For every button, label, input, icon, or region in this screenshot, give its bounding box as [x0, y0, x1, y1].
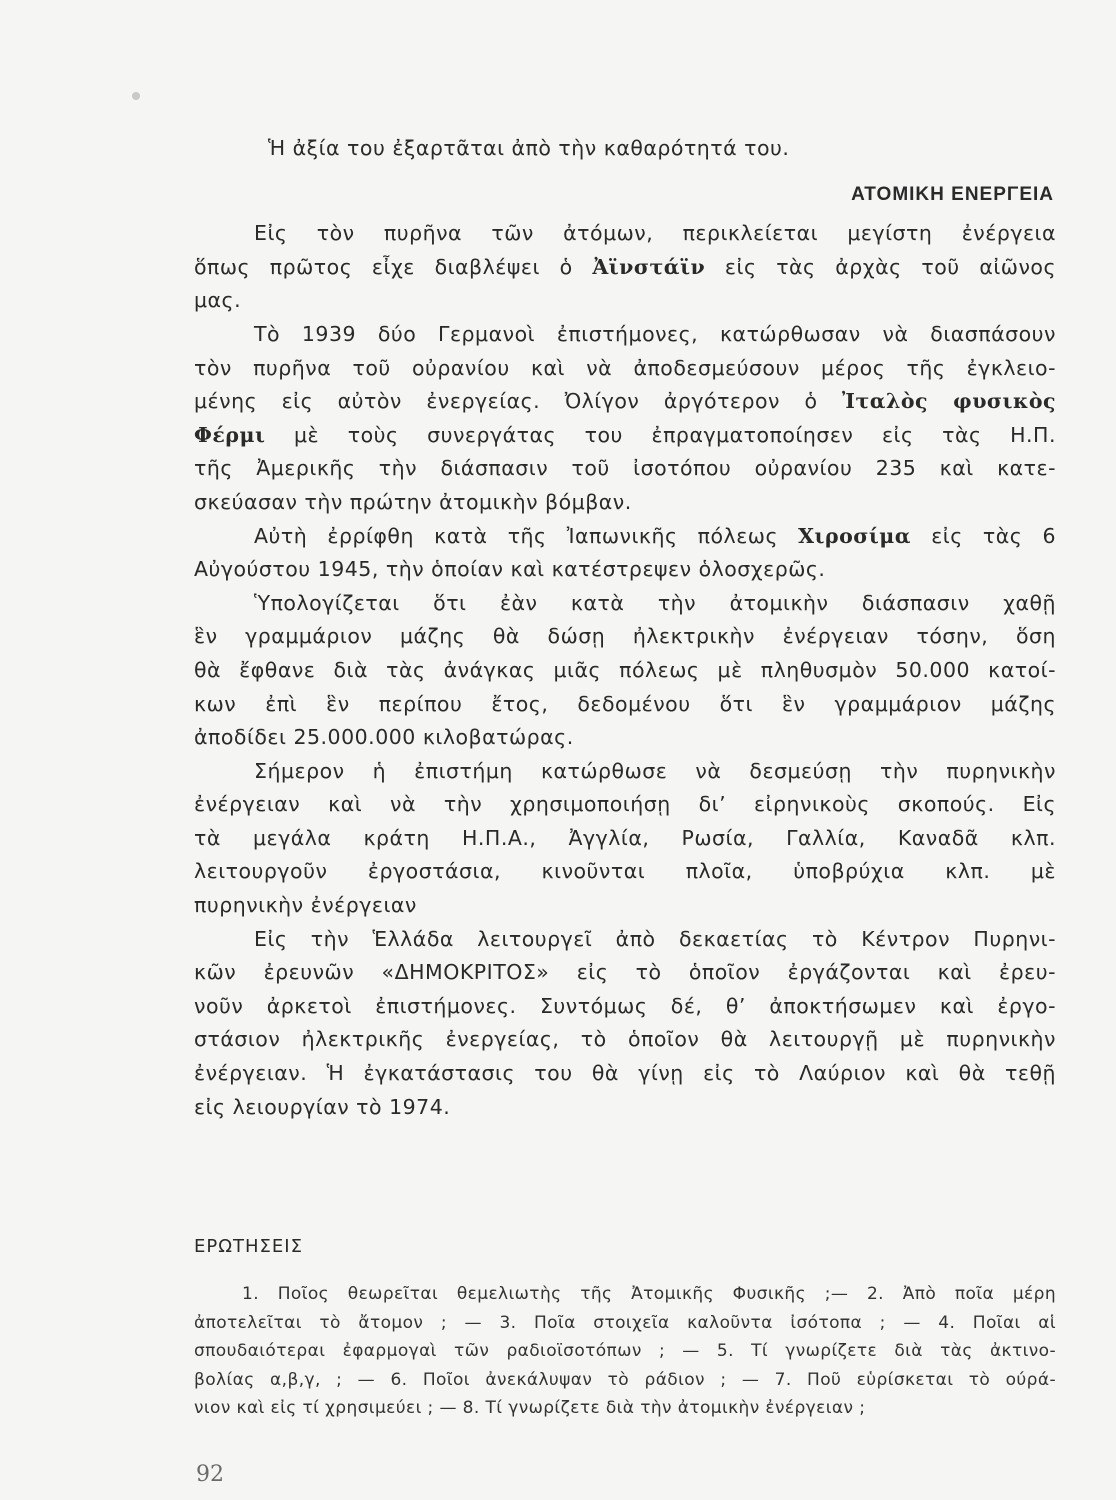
question-line: ἀποτελεῖται τὸ ἄτομον ; — 3. Ποῖα στοιχεῖα καλοῦντα ἰσότοπα ; — 4. Ποῖαι αἱ [194, 1312, 1056, 1333]
paragraph-6 [194, 923, 1056, 1125]
question-line: σπουδαιότεραι ἐφαρμογαὶ τῶν ραδιοϊσοτόπων ; — 5. Τί γνωρίζετε διὰ τὰς ἀκτινο- [194, 1341, 1056, 1361]
text-line: σκεύασαν τὴν πρώτην ἀτομικὴν βόμβαν. [194, 489, 632, 514]
text-line: Εἰς τὸν πυρῆνα τῶν ἀτόμων, περικλείεται μεγίστη ἐνέργεια [254, 221, 1056, 246]
text-line: τῆς Ἀμερικῆς τὴν διάσπασιν τοῦ ἰσοτόπου οὐρανίου 235 καὶ κατε- [194, 456, 1056, 481]
text-line: Αὐτὴ ἐρρίφθη κατὰ τῆς Ἰαπωνικῆς πόλεως Χιροσίμα εἰς τὰς 6 [254, 523, 1056, 548]
bold-italian-physicist: Ἰταλὸς φυσικὸς [842, 389, 1056, 414]
text-line: ἓν γραμμάριον μάζης θὰ δώσῃ ἠλεκτρικὴν ἐνέργειαν τόσην, ὅση [194, 624, 1056, 649]
page-number: 92 [196, 1462, 224, 1487]
paragraph-2 [194, 318, 1056, 520]
question-line: νιον καὶ εἰς τί χρησιμεύει ; — 8. Τί γνωρίζετε διὰ τὴν ἀτομικὴν ἐνέργειαν ; [194, 1398, 866, 1418]
question-line: 1. Ποῖος θεωρεῖται θεμελιωτὴς τῆς Ἀτομικῆς Φυσικῆς ;— 2. Ἀπὸ ποῖα μέρη [242, 1284, 1056, 1304]
text-line: Σήμερον ἡ ἐπιστήμη κατώρθωσε νὰ δεσμεύσῃ τὴν πυρηνικὴν [254, 758, 1056, 783]
text-line: κῶν ἐρευνῶν «ΔΗΜΟΚΡΙΤΟΣ» εἰς τὸ ὁποῖον ἐργάζονται καὶ ἐρευ- [194, 960, 1056, 985]
paragraph-1 [194, 217, 1056, 318]
question-line: βολίας α,β,γ, ; — 6. Ποῖοι ἀνεκάλυψαν τὸ ράδιον ; — 7. Ποῦ εὑρίσκεται τὸ ούρά- [194, 1369, 1056, 1390]
paragraph-4 [194, 587, 1056, 755]
text-line: ἐνέργειαν. Ἡ ἐγκατάστασις του θὰ γίνῃ εἰς τὸ Λαύριον καὶ θὰ τεθῇ [194, 1061, 1056, 1086]
text-line: μένης εἰς αὐτὸν ἐνεργείας. Ὀλίγον ἀργότερον ὁ Ἰταλὸς φυσικὸς [194, 389, 1056, 414]
paragraph-3 [194, 520, 1056, 587]
text-line: Τὸ 1939 δύο Γερμανοὶ ἐπιστήμονες, κατώρθωσαν νὰ διασπάσουν [254, 321, 1056, 346]
text-line: τὰ μεγάλα κράτη Η.Π.Α., Ἀγγλία, Ρωσία, Γαλλία, Καναδᾶ κλπ. [194, 825, 1056, 850]
text-line: μας. [194, 288, 242, 313]
section-heading: ΑΤΟΜΙΚΗ ΕΝΕΡΓΕΙΑ [851, 183, 1054, 205]
text-line: στάσιον ἠλεκτρικῆς ἐνεργείας, τὸ ὁποῖον θὰ λειτουργῇ μὲ πυρηνικὴν [194, 1027, 1056, 1052]
paragraph-5 [194, 755, 1056, 923]
text-line: Φέρμι μὲ τοὺς συνεργάτας του ἐπραγματοποίησεν εἰς τὰς Η.Π. [194, 422, 1056, 447]
text-line: εἰς λειουργίαν τὸ 1974. [194, 1094, 451, 1119]
text-line: ἐνέργειαν καὶ νὰ τὴν χρησιμοποιήσῃ δι’ εἰρηνικοὺς σκοπούς. Εἰς [194, 792, 1056, 817]
text-line: λειτουργοῦν ἐργοστάσια, κινοῦνται πλοῖα, ὑποβρύχια κλπ. μὲ [194, 859, 1056, 884]
margin-dot [132, 92, 140, 100]
main-text [194, 132, 1056, 1124]
text-line: Αὐγούστου 1945, τὴν ὁποίαν καὶ κατέστρεψεν ὁλοσχερῶς. [194, 557, 826, 582]
text-line: Ὑπολογίζεται ὅτι ἐὰν κατὰ τὴν ἀτομικὴν διάσπασιν χαθῇ [254, 590, 1056, 615]
bold-name-fermi: Φέρμι [194, 422, 266, 447]
bold-name-einstein: Ἀϊνστάϊν [592, 254, 706, 279]
text-line: κων ἐπὶ ἓν περίπου ἔτος, δεδομένου ὅτι ἓν γραμμάριον μάζης [194, 691, 1056, 716]
text-line: θὰ ἔφθανε διὰ τὰς ἀνάγκας μιᾶς πόλεως μὲ πληθυσμὸν 50.000 κατοί- [194, 657, 1056, 682]
text-line: τὸν πυρῆνα τοῦ οὐρανίου καὶ νὰ ἀποδεσμεύσουν μέρος τῆς ἐγκλειο- [194, 355, 1056, 380]
text-line: ὅπως πρῶτος εἶχε διαβλέψει ὁ Ἀϊνστάϊν εἰς τὰς ἀρχὰς τοῦ αἰῶνος [194, 254, 1056, 279]
text-line: ἀποδίδει 25.000.000 κιλοβατώρας. [194, 725, 574, 750]
bold-name-hiroshima: Χιροσίμα [798, 523, 912, 548]
text-line: Εἰς τὴν Ἑλλάδα λειτουργεῖ ἀπὸ δεκαετίας τὸ Κέντρον Πυρηνι- [254, 926, 1056, 951]
text-line: πυρηνικὴν ἐνέργειαν [194, 893, 417, 918]
questions-title: ΕΡΩΤΗΣΕΙΣ [194, 1236, 303, 1257]
questions-block [194, 1280, 1056, 1423]
text-line: νοῦν ἀρκετοὶ ἐπιστήμονες. Συντόμως δέ, θ’ ἀποκτήσωμεν καὶ ἐργο- [194, 993, 1056, 1018]
intro-line: Ἡ ἀξία του ἐξαρτᾶται ἀπὸ τὴν καθαρότητά του. [268, 136, 790, 160]
